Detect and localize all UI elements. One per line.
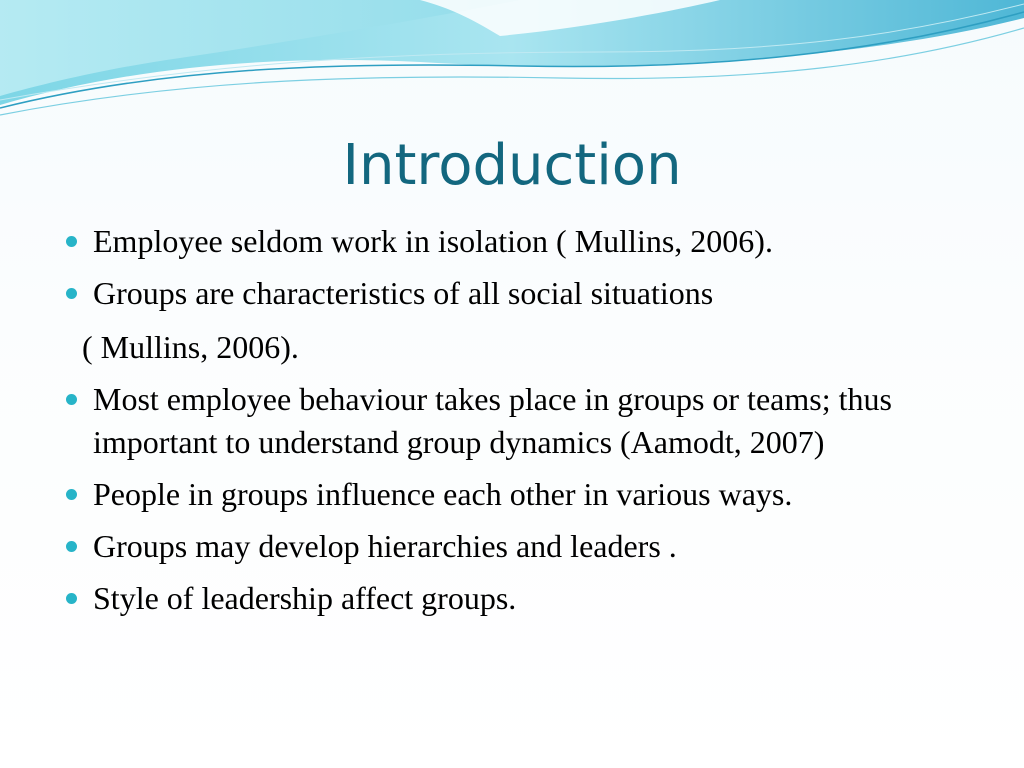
bullet-dot-icon: [66, 236, 77, 247]
bullet-dot-icon: [66, 394, 77, 405]
slide-title: Introduction: [342, 133, 682, 198]
header-wave-decoration: [0, 0, 1024, 130]
bullet-dot-icon: [66, 593, 77, 604]
list-item: [62, 473, 972, 516]
list-item: [62, 577, 972, 620]
list-item-text: Most employee behaviour takes place in groups or teams; thus important to understand group dynamics (Aamodt, 2007): [93, 381, 892, 460]
bullet-list: [62, 220, 972, 629]
bullet-dot-icon: [66, 541, 77, 552]
list-item-continuation: ( Mullins, 2006).: [82, 329, 299, 365]
list-item-text: Groups are characteristics of all social situations: [93, 275, 714, 311]
list-item-text: Employee seldom work in isolation ( Mullins, 2006).: [93, 223, 773, 259]
bullet-dot-icon: [66, 489, 77, 500]
list-item: [62, 378, 972, 464]
list-item-text: People in groups influence each other in various ways.: [93, 476, 793, 512]
list-item-text: Groups may develop hierarchies and leaders .: [93, 528, 677, 564]
list-item: [62, 525, 972, 568]
bullet-dot-icon: [66, 288, 77, 299]
list-item: [62, 272, 972, 315]
list-item-text: Style of leadership affect groups.: [93, 580, 517, 616]
list-item: [62, 220, 972, 263]
